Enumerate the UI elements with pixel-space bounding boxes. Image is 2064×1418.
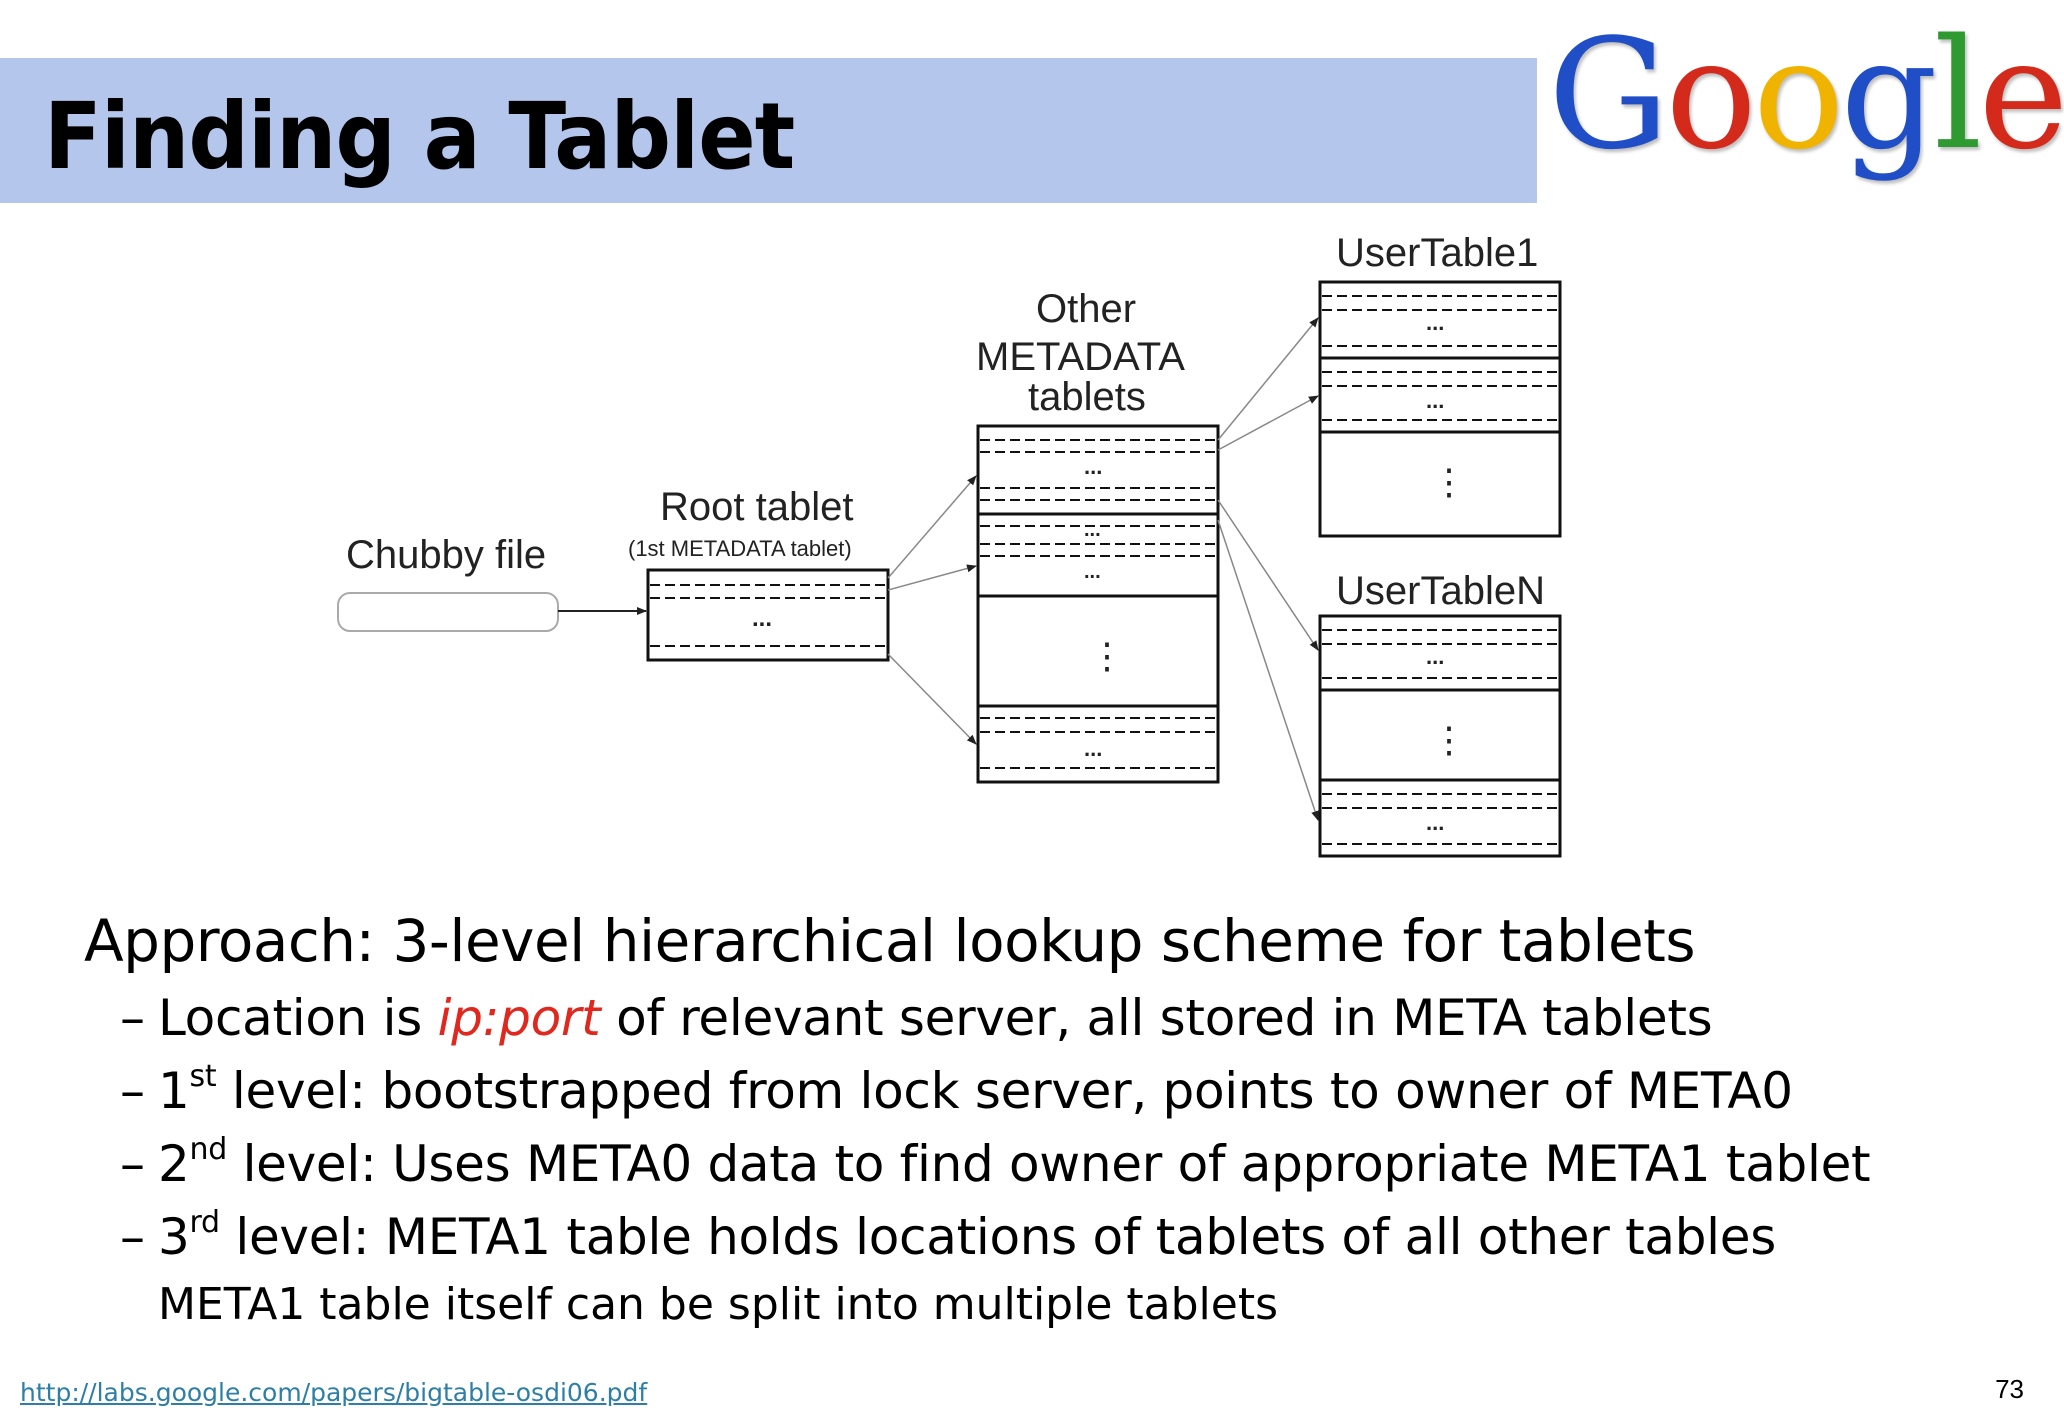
meta-ellipsis-1: ... — [1084, 454, 1103, 479]
other-metadata-label-3: tablets — [1028, 375, 1146, 419]
level-2-sup: nd — [189, 1132, 227, 1167]
bullet-level-2: – 2nd level: Uses META0 data to find owner of appropriate META1 tablet — [120, 1132, 1871, 1193]
source-link[interactable]: http://labs.google.com/papers/bigtable-osdi06.pdf — [20, 1378, 648, 1407]
main-bullet: Approach: 3-level hierarchical lookup scheme for tablets — [84, 907, 1696, 975]
level-2-text: level: Uses META0 data to find owner of appropriate META1 tablet — [226, 1135, 1871, 1193]
arrow-meta-to-userN-a — [1218, 500, 1318, 650]
meta-ellipsis-4: ... — [1084, 736, 1103, 761]
arrow-meta-to-userN-b — [1218, 520, 1318, 820]
root-tablet-sublabel: (1st METADATA tablet) — [628, 536, 852, 561]
page-number: 73 — [1995, 1374, 2024, 1404]
user-table-1-label: UserTable1 — [1336, 231, 1539, 275]
level-3-sup: rd — [189, 1205, 220, 1240]
meta-vellipsis: ⋮ — [1089, 635, 1125, 676]
user-table-1-box — [1320, 282, 1560, 536]
bullet-location-highlight: ip:port — [437, 989, 601, 1047]
logo-letter: o — [1665, 6, 1753, 183]
level-1-sup: st — [189, 1059, 217, 1094]
root-ellipsis: ... — [752, 605, 773, 632]
slide-title: Finding a Tablet — [44, 83, 795, 190]
user-table-n-box — [1320, 616, 1560, 856]
level-2-num: 2 — [158, 1135, 190, 1193]
other-metadata-label-1: Other — [1036, 287, 1137, 331]
bullet-level-1: – 1st level: bootstrapped from lock server, points to owner of META0 — [120, 1059, 1793, 1120]
chubby-file-label: Chubby file — [346, 533, 547, 577]
arrow-root-to-meta-2 — [888, 566, 976, 590]
bullet-location-pre: Location is — [158, 989, 438, 1047]
google-logo — [1548, 0, 2064, 190]
user1-ellipsis-1: ... — [1426, 310, 1445, 335]
root-tablet-label: Root tablet — [660, 485, 854, 529]
bullet-level-3: – 3rd level: META1 table holds locations of tablets of all other tables — [120, 1205, 1776, 1266]
userN-ellipsis-2: ... — [1426, 810, 1445, 835]
bullet-list — [84, 900, 2024, 1336]
userN-vellipsis: ⋮ — [1431, 719, 1467, 760]
logo-letter: o — [1752, 6, 1841, 183]
bullet-location: – Location is ip:port of relevant server, all stored in META tablets — [120, 989, 1713, 1047]
logo-letter: G — [1548, 6, 1666, 183]
level-3-text: level: META1 table holds locations of tablets of all other tables — [219, 1208, 1776, 1266]
metadata-tablets-box — [978, 426, 1218, 782]
logo-letter: l — [1933, 6, 1979, 183]
arrow-meta-to-user1-b — [1218, 396, 1318, 450]
userN-ellipsis-1: ... — [1426, 644, 1445, 669]
meta-ellipsis-2: ... — [1084, 519, 1101, 541]
level-3-num: 3 — [158, 1208, 190, 1266]
arrow-meta-to-user1-a — [1218, 318, 1318, 440]
meta-ellipsis-3: ... — [1084, 561, 1101, 583]
bullet-note: META1 table itself can be split into multiple tablets — [158, 1279, 1279, 1330]
level-1-num: 1 — [158, 1062, 190, 1120]
user1-ellipsis-2: ... — [1426, 388, 1445, 413]
logo-letter: e — [1978, 6, 2064, 183]
tablet-hierarchy-diagram — [0, 220, 2048, 880]
level-1-text: level: bootstrapped from lock server, points to owner of META0 — [216, 1062, 1793, 1120]
bullet-location-post: of relevant server, all stored in META tablets — [600, 989, 1713, 1047]
arrow-root-to-meta-1 — [888, 476, 976, 578]
root-tablet-box — [648, 570, 888, 660]
user1-vellipsis: ⋮ — [1431, 461, 1467, 502]
chubby-file-box — [338, 593, 558, 631]
logo-letter: g — [1840, 6, 1934, 183]
user-table-n-label: UserTableN — [1336, 569, 1545, 613]
arrow-root-to-meta-3 — [888, 654, 976, 744]
other-metadata-label-2: METADATA — [976, 335, 1185, 379]
